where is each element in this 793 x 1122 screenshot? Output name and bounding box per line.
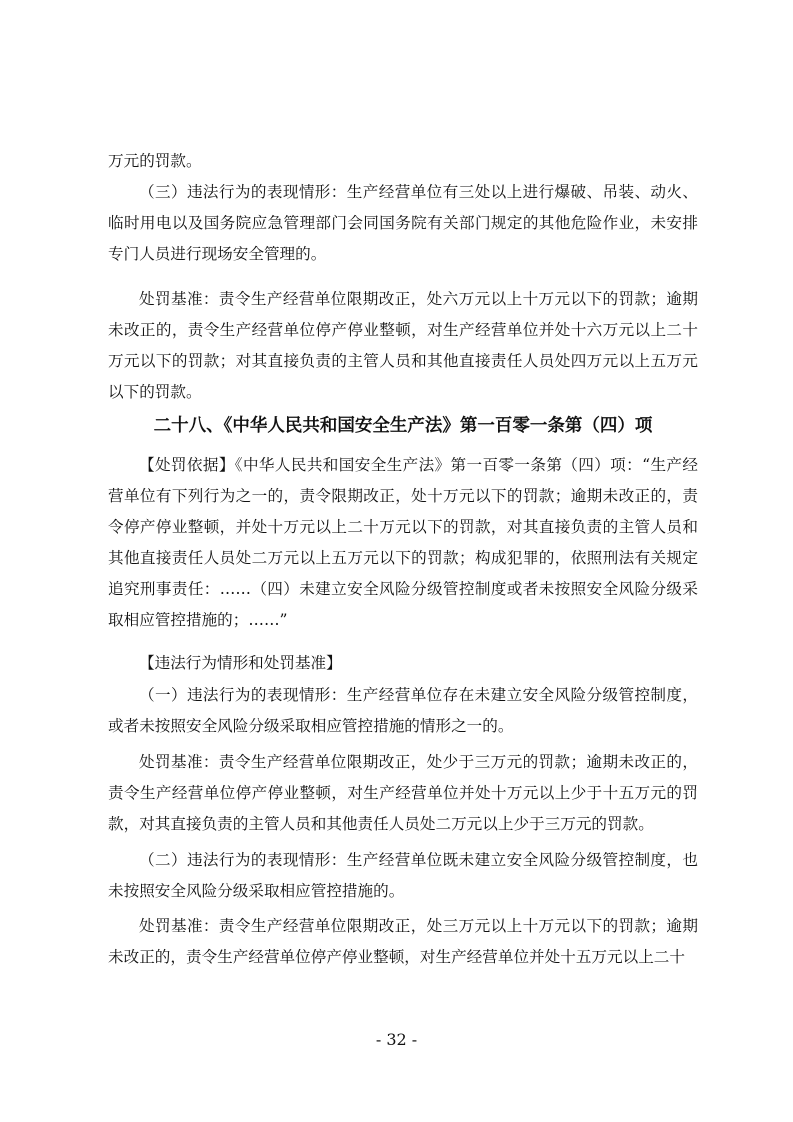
paragraph-case-one: （一）违法行为的表现情形：生产经营单位存在未建立安全风险分级管控制度，或者未按照安全风险分级采取相应管控措施的情形之一的。 (108, 686, 698, 735)
paragraph-penalty-two: 处罚基准：责令生产经营单位限期改正，处三万元以上十万元以下的罚款；逾期未改正的，责令生产经营单位停产停业整顿，对生产经营单位并处十五万元以上二十 (108, 917, 698, 966)
page-number: - 32 - (375, 1030, 418, 1049)
paragraph-continuation: 万元的罚款。 (108, 152, 202, 170)
section-heading: 二十八、《中华人民共和国安全生产法》第一百零一条第（四）项 (153, 416, 653, 436)
paragraph-case-two: （二）违法行为的表现情形：生产经营单位既未建立安全风险分级管控制度，也未按照安全风险分级采取相应管控措施的。 (108, 851, 698, 900)
paragraph-penalty-one: 处罚基准：责令生产经营单位限期改正，处少于三万元的罚款；逾期未改正的，责令生产经营单位停产停业整顿，对生产经营单位并处十万元以上少于十五万元的罚款，对其直接负责的主管人员和其他责任人员处二万元以上少于三万元的罚款。 (108, 753, 698, 833)
paragraph-legal-basis: 【处罚依据】《中华人民共和国安全生产法》第一百零一条第（四）项：“生产经营单位有下列行为之一的，责令限期改正，处十万元以下的罚款；逾期未改正的，责令停产停业整顿，并处十万元以上二十万元以下的罚款，对其直接负责的主管人员和其他直接责任人员处二万元以上五万元以下的罚款；构成犯罪的，依照刑法有关规定追究刑事责任：……（四）未建立安全风险分级管控制度或者未按照安全风险分级采取相应管控措施的；……” (108, 456, 698, 629)
subsection-title: 【违法行为情形和处罚基准】 (139, 654, 342, 672)
paragraph-case-three: （三）违法行为的表现情形：生产经营单位有三处以上进行爆破、吊装、动火、临时用电以及国务院应急管理部门会同国务院有关部门规定的其他危险作业，未安排专门人员进行现场安全管理的。 (108, 183, 698, 263)
paragraph-penalty-standard: 处罚基准：责令生产经营单位限期改正，处六万元以上十万元以下的罚款；逾期未改正的，责令生产经营单位停产停业整顿，对生产经营单位并处十六万元以上二十万元以下的罚款；对其直接负责的主管人员和其他直接责任人员处四万元以上五万元以下的罚款。 (108, 290, 698, 401)
